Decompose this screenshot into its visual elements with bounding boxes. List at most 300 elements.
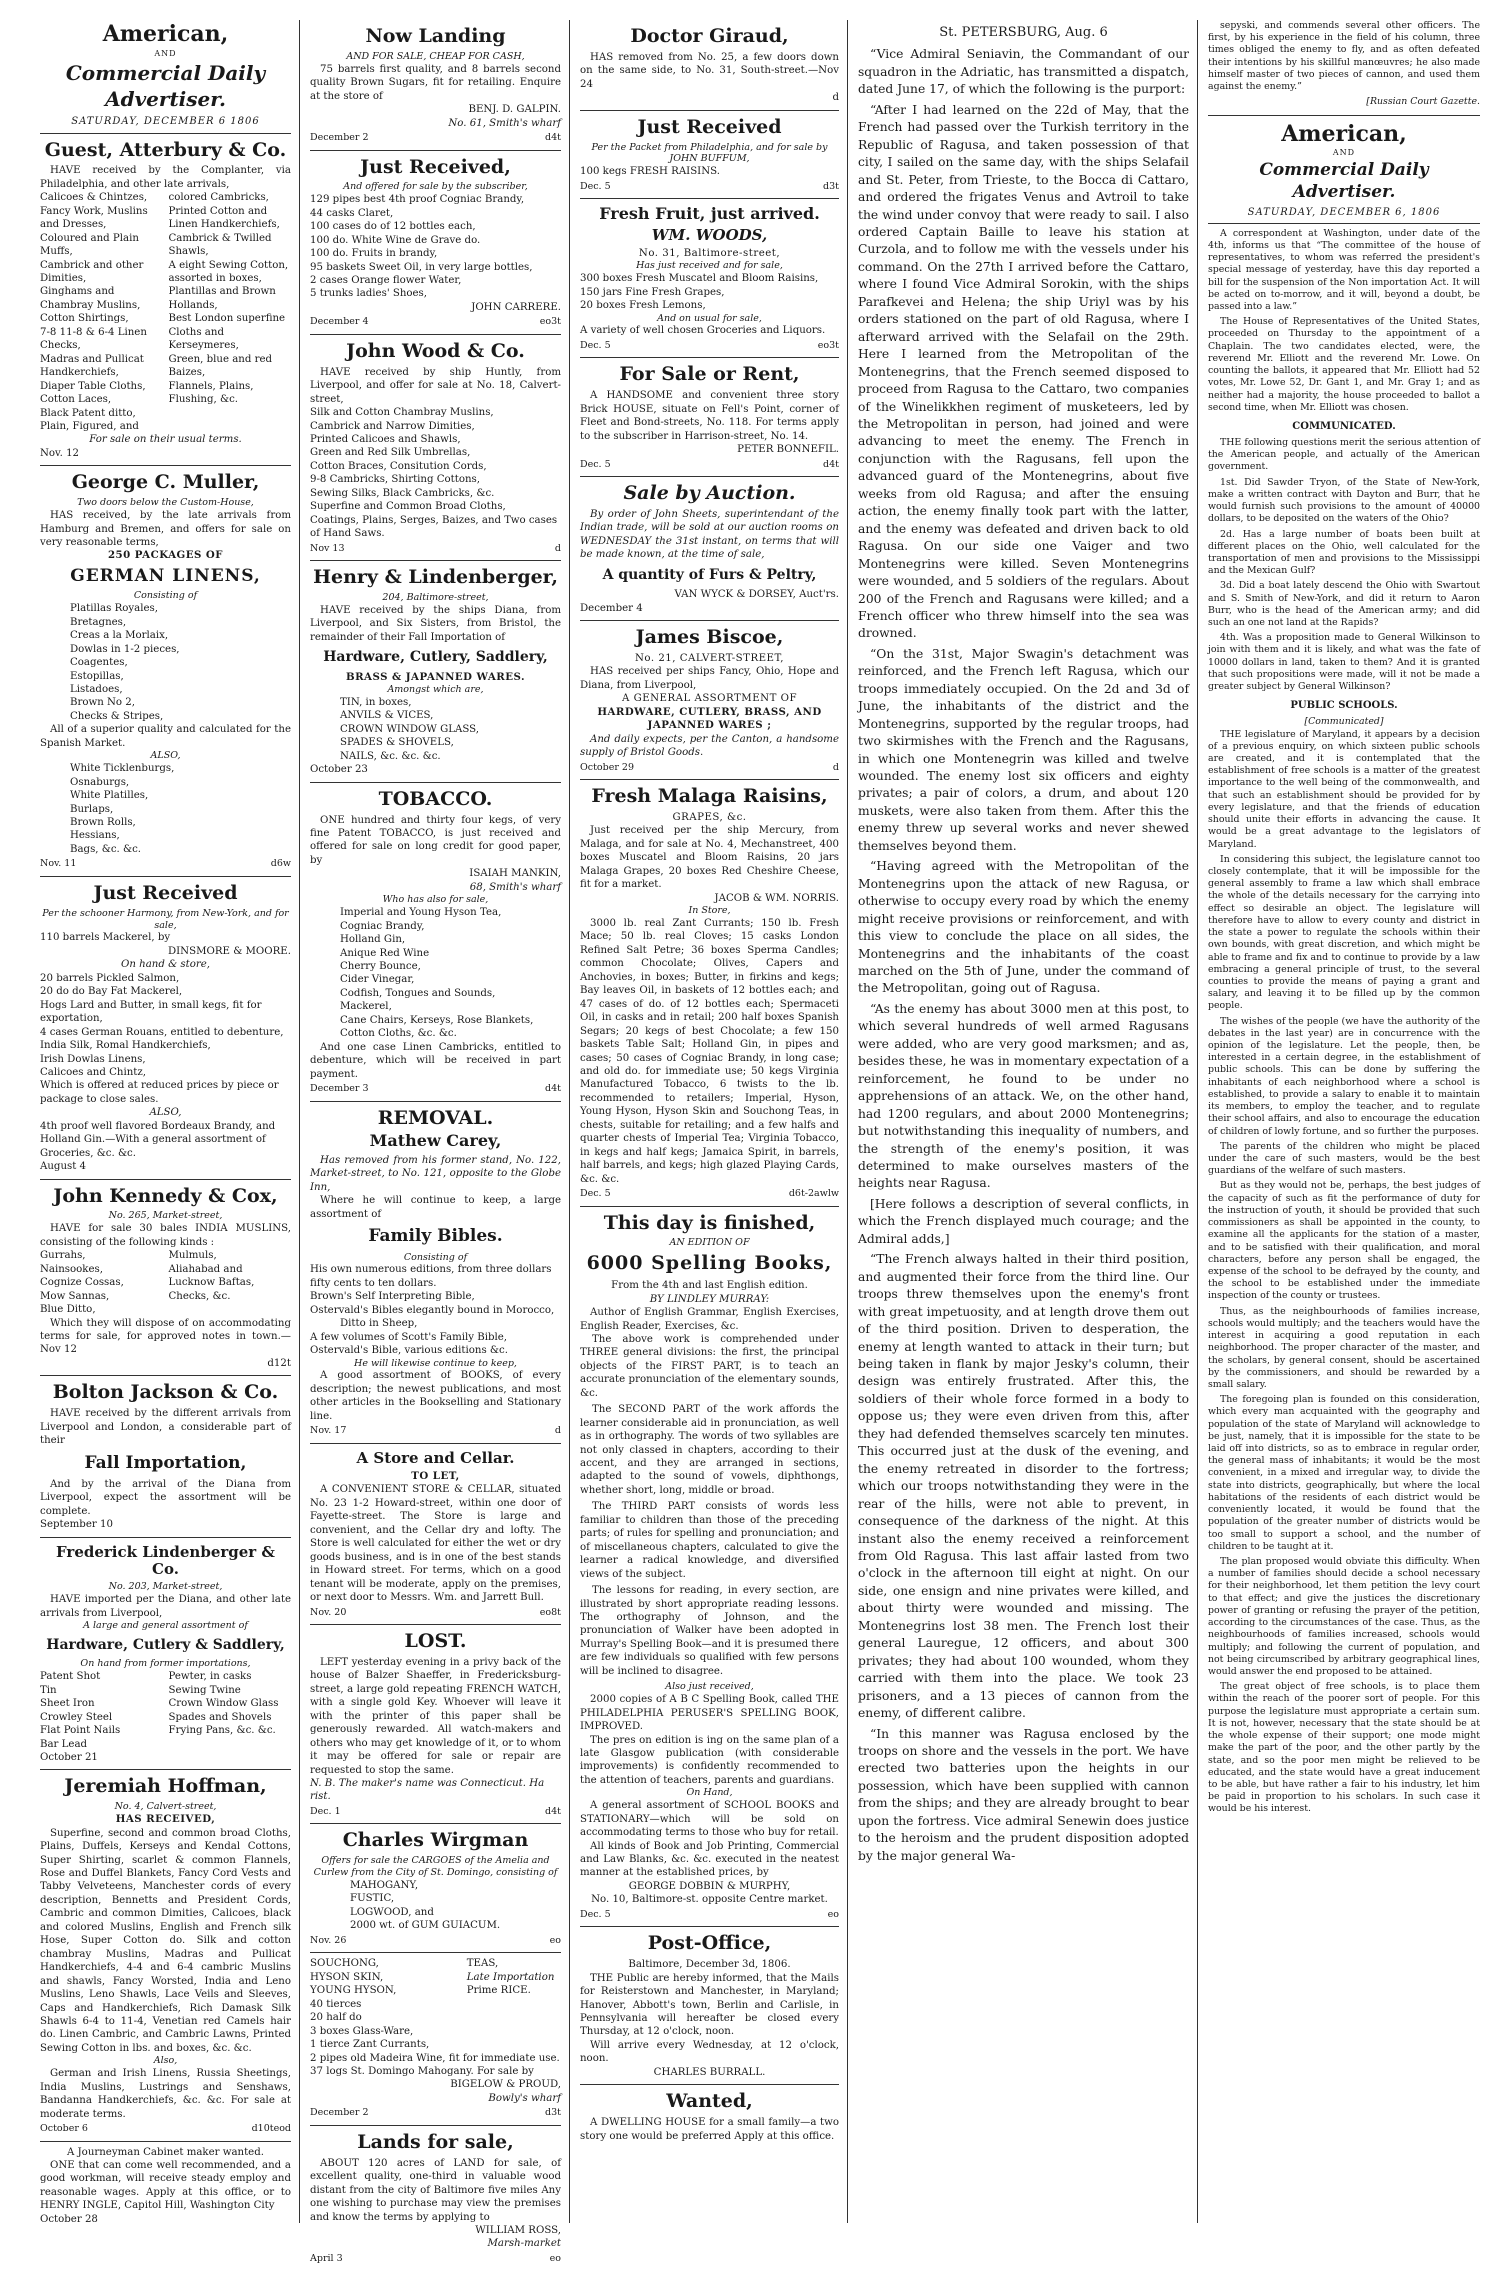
- ad-footer: [310, 1083, 561, 1096]
- list-item: Osnaburgs,: [70, 776, 130, 788]
- paragraph: 3d. Did a boat lately descend the Ohio with Swartout and S. Smith of New-York, and did it return to Aaron Burr, who is the head of the American army; and did such an one not land at the Rapids?: [1208, 580, 1480, 629]
- ad-date: October 28: [40, 2213, 98, 2225]
- ad-items: [310, 1879, 561, 1933]
- ad-title: Fresh Malaga Raisins,: [591, 785, 828, 808]
- list-item: TIN, in boxes,: [340, 696, 412, 708]
- ad-footer: [310, 1425, 561, 1438]
- ad-intro: HAVE received by the different arrivals from Liverpool and London, a considerable part of their: [40, 1408, 291, 1447]
- ad-note: Which they will dispose of on accommodating terms for sale, for approved notes in town.—Nov 12: [40, 1317, 291, 1356]
- ad-headline: Fall Importation,: [84, 1452, 247, 1473]
- ad-code: eo8t: [539, 1606, 561, 1618]
- ad-text: 100 kegs FRESH RAISINS.: [580, 166, 720, 178]
- paragraph: THE following questions merit the serious attention of the American people, and actually of the American government.: [1208, 436, 1480, 473]
- list-item: 44 casks Claret,: [310, 207, 394, 219]
- list-item: White Ticklenburgs,: [70, 763, 175, 775]
- ad-date: October 21: [40, 1752, 98, 1763]
- ad-text: Just received per the ship Mercury, from Malaga, and for sale at No. 4, Mechanstreet, 400 boxes Muscatel and Bloom Raisins, 20 jars Malaga Grapes, 20 boxes Red Cheshire Cheese, fit for a market.: [580, 825, 839, 891]
- ad-text: A good assortment of BOOKS, of every description; the newest publications, and most other articles in the Bookselling and Stationary line.: [310, 1370, 561, 1422]
- list-item: 110 barrels Mackerel, by: [40, 932, 171, 944]
- ad-subtitle: Who has also for sale,: [382, 894, 489, 906]
- ad-title: Now Landing: [365, 25, 506, 47]
- ad-code: eo: [549, 2252, 561, 2264]
- ad-carrere: [310, 151, 561, 335]
- ad-date: Dec. 5: [580, 180, 611, 192]
- ad-subtitle: Two doors below the Custom-House,: [77, 497, 254, 509]
- list-item: Which is offered at reduced prices by piece or package to close sales.: [40, 1080, 279, 1105]
- paragraph: The SECOND PART of the work affords the learner considerable aid in pronunciation, as well as in orthography. The words of two syllables are not only classed in chapters, according to their accent, and they are arranged in sections, adapted to the sound of vowels, diphthongs, whether short, long, middle or broad.: [580, 1404, 839, 1496]
- ad-text: A DWELLING HOUSE for a small family—a two story one would be preferred Apply at this office.: [580, 2117, 839, 2142]
- list-item: Best London superfine Cloths and Kerseymeres,: [168, 313, 286, 352]
- ad-items-right: [467, 1957, 561, 2024]
- ad-intro: HAVE imported per the Diana, and other late arrivals from Liverpool,: [40, 1594, 291, 1619]
- ad-code: d4t: [823, 458, 839, 470]
- list-item: Coatings, Plains, Serges, Baizes, and Two cases of Hand Saws.: [310, 514, 558, 540]
- ad-date: September 10: [40, 1519, 113, 1531]
- ad-text: 3000 lb. real Zant Currants; 150 lb. Fresh Mace; 50 lb. real Cloves; 15 casks London Refined Salt Petre; 36 boxes Sperma Candles; common Chocolate; Olives, Capers and Anchovies, in boxes; Butter, in firkins and kegs; Bay leaves Oil, in baskets of 12 bottles each; and 47 cases of do. of 12 bottles each; Spermaceti Oil, in casks and in retail; 200 half boxes Spanish Segars; 20 kegs of best Chocolate; a few 150 baskets Table Salt; Holland Gin, in pipes and cases; 50 cases of Cogniac Brandy, in long case; and old do. for immediate use; 50 kegs Virginia Manufactured Tobacco, 6 twists to the lb. recommended to retailers; Imperial, Hyson, Young Hyson, Hyson Skin and Souchong Teas, in chests, suitable for retailing; and a few halfs and quarter chests of Imperial Tea; Virginia Tobacco, in kegs and half kegs; Jamaica Spirit, in barrels, half barrels, and kegs; high glazed Playing Cards, &c. &c.: [580, 917, 839, 1185]
- paragraph: In considering this subject, the legislature cannot too closely contemplate, that it will be impossible for the general assembly to frame a law which shall embrace the whole of the details necessary for the carrying into effect so desirable an object. The legislature will therefore have to allow to every county and district in the state a power to regulate the schools within their own bounds, with great discretion, and which might be able to frame and fix and to continue to provide by a law embracing a general principle of trust, to the several counties to provide the means of paying a grant and salary, and leaving it to be filled up by the common people.: [1208, 853, 1480, 1012]
- ad-henry: [310, 561, 561, 783]
- ad-removal: [310, 1102, 561, 1444]
- ad-title: Charles Wirgman: [342, 1829, 529, 1852]
- ad-items-right: [169, 1670, 292, 1751]
- list-item: CROWN WINDOW GLASS,: [340, 723, 479, 735]
- ad-text: Where he will continue to keep, a large assortment of: [310, 1195, 561, 1220]
- list-item: Mulmuls,: [168, 1250, 217, 1262]
- ad-signature: GEORGE DOBBIN & MURPHY,: [628, 1880, 791, 1892]
- ad-title: LOST.: [404, 1630, 467, 1653]
- ad-text: A general assortment of SCHOOL BOOKS and STATIONARY—which will be sold on accommodating terms to those who buy for retail.: [580, 1800, 839, 1839]
- list-item: Brown's Self Interpreting Bible,: [310, 1291, 475, 1303]
- list-item: 150 jars Fine Fresh Grapes,: [580, 286, 725, 298]
- list-item: Pewter, in casks: [168, 1671, 252, 1683]
- paragraph: The above work is comprehended under THREE general divisions: the first, the principal objects of the FIRST PART, is to teach an accurate pronunciation of the elementary sounds, &c.: [580, 1333, 839, 1399]
- dateline: St. PETERSBURG, Aug. 6: [939, 25, 1108, 40]
- list-item: 4 cases German Rouans, entitled to debenture,: [40, 1026, 284, 1038]
- ad-text: HAS received per ships Fancy, Ohio, Hope and Diana, from Liverpool,: [580, 666, 839, 691]
- ad-giraud: [580, 20, 839, 111]
- masthead-2: [1208, 115, 1480, 224]
- ad-author: BY LINDLEY MURRAY:: [649, 1293, 770, 1305]
- ad-signature: No. 10, Baltimore-st. opposite Centre market.: [591, 1894, 828, 1906]
- masthead: [40, 20, 291, 134]
- list-item: Cotton Shirtings,: [40, 313, 129, 325]
- list-item: NAILS, &c. &c. &c.: [340, 750, 441, 762]
- list-item: Cambrick & Twilled Shawls,: [168, 232, 272, 258]
- ad-subtitle: Baltimore, December 3d, 1806.: [628, 1959, 791, 1971]
- ad-rent: [580, 358, 839, 477]
- list-item: SOUCHONG,: [310, 1958, 379, 1970]
- list-item: India Silk, Romal Handkerchiefs,: [40, 1040, 211, 1052]
- ad-date: Dec. 5: [580, 339, 611, 351]
- list-item: FUSTIC,: [350, 1893, 395, 1905]
- ad-intro: HAVE for sale 30 bales INDIA MUSLINS, consisting of the following kinds :: [40, 1223, 291, 1248]
- ad-items: [310, 696, 561, 763]
- ad-title: Post-Office,: [647, 1932, 772, 1955]
- ad-subtitle: A large and general assortment of: [83, 1620, 248, 1632]
- ad-title: Guest, Atterbury & Co.: [44, 138, 287, 161]
- list-item: MAHOGANY,: [350, 1880, 419, 1892]
- ad-code: eo: [827, 1908, 839, 1920]
- paragraph: The plan proposed would obviate this difficulty. When a number of families should decide a school necessary for their neighborhood, let them petition the levy court to that effect; and give the justices the discretionary power of granting or refusing the prayer of the petition, according to the circumstances of the case. Thus, as the neighbourhoods of families increased, schools would multiply; and following the current of population, and not being circumscribed by arbitrary geographical lines, would answer the end proposed to be attained.: [1208, 1556, 1480, 1677]
- ad-code: d: [554, 1425, 561, 1437]
- ad-date: Nov. 12: [40, 447, 80, 459]
- masthead-and: AND: [154, 49, 177, 59]
- ad-code: d4t: [545, 1805, 561, 1817]
- list-item: Hogs Lard and Butter, in small kegs, fit for exportation,: [40, 999, 262, 1025]
- list-item: Cherry Bounce,: [340, 960, 421, 972]
- list-item: Printed Calicoes and Shawls,: [310, 433, 461, 445]
- list-item: Fancy Work, Muslins and Dresses,: [40, 205, 148, 231]
- ad-subtitle: Also just received,: [665, 1681, 754, 1693]
- ad-code: d3t: [545, 2107, 561, 2119]
- list-item: Brown Rolls,: [70, 816, 136, 828]
- ad-item-columns: [310, 1957, 561, 2024]
- ad-date: Nov 13: [310, 542, 345, 554]
- list-item: 100 do. White Wine de Grave do.: [310, 234, 481, 246]
- ad-text: Author of English Grammar, English Exercises, English Reader, Exercises, &c.: [580, 1307, 839, 1332]
- list-item: Aliahabad and Lucknow Baftas,: [168, 1263, 255, 1289]
- ad-subtitle: Consisting of: [403, 1251, 468, 1263]
- ad-text: The pres on edition is ing on the same plan of a late Glasgow publication (with considerable improvements) is confidently recommended to the attention of teachers, parents and guardians.: [580, 1734, 839, 1786]
- ad-footer: [310, 132, 561, 145]
- ad-code: d: [554, 542, 561, 554]
- ad-kennedy: [40, 1180, 291, 1377]
- ad-item-columns: [40, 1249, 291, 1316]
- ad-signature: VAN WYCK & DORSEY, Auct'rs.: [674, 589, 839, 601]
- ad-subtitle: ALSO,: [149, 1107, 182, 1119]
- list-item: Creas a la Morlaix,: [70, 630, 169, 642]
- ad-date: December 4: [310, 316, 369, 328]
- ad-subtitle: ALSO,: [150, 750, 181, 762]
- ad-title: REMOVAL.: [377, 1106, 494, 1129]
- ad-headline: A quantity of Furs & Peltry,: [602, 566, 817, 583]
- ad-text: LEFT yesterday evening in a privy back of the house of Balzer Shaeffer, in Fredericksburg-street, a large gold repeating FRENCH WATCH, with a single gold Key. Whoever will leave it with the printer of this paper shall be generously rewarded. All watch-makers and others who may get knowledge of it, or to whom it may be offered for sale or repair are requested to stop the same.: [310, 1656, 561, 1776]
- ad-item-columns: [40, 1670, 291, 1751]
- list-item: Diaper Table Cloths,: [40, 380, 146, 392]
- ad-date: Dec. 1: [310, 1805, 341, 1817]
- paragraph: A correspondent at Washington, under date of the 4th, informs us that “The committee of the house of representatives, to whom was referred the president's special message of yesterday, have this day reported a bill for the suspension of the Non importation Act. It will be acted on to-morrow, and it will, beyond a doubt, be passed into a law.”: [1208, 227, 1480, 313]
- ad-signature: BIGELOW & PROUD,: [450, 2079, 561, 2091]
- ad-text: A HANDSOME and convenient three story Brick HOUSE, situate on Fell's Point, corner of Fleet and Bond-streets, No. 118. For terms apply to the subscriber in Harrison-street, No. 14.: [580, 390, 839, 442]
- list-item: Black Patent ditto,: [40, 407, 136, 419]
- list-item: Cogniac Brandy,: [340, 920, 425, 932]
- list-item: Plain, Figured, and: [40, 421, 139, 432]
- ad-wood: [310, 335, 561, 561]
- ad-date: Nov. 26: [310, 1934, 347, 1946]
- ad-code: d12t: [267, 1357, 291, 1369]
- ad-footer: [580, 1188, 839, 1201]
- ad-terms: For sale on their usual terms.: [89, 434, 242, 446]
- ad-text: German and Irish Linens, Russia Sheetings, India Muslins, Lustrings and Senshaws, Bandanna Handkerchiefs, &c. &c. For sale at moderate terms.: [40, 2068, 291, 2120]
- ad-signature: No. 61, Smith's wharf: [448, 117, 561, 129]
- list-item: 95 baskets Sweet Oil, in very large bottles,: [310, 261, 533, 273]
- list-item: Coagentes,: [70, 657, 128, 669]
- ad-title: John Kennedy & Cox,: [53, 1184, 278, 1207]
- ad-text: 2000 copies of A B C Spelling Book, called THE PHILADELPHIA PERUSER'S SPELLING BOOK, IMPROVED.: [580, 1694, 839, 1733]
- ad-text: A CONVENIENT STORE & CELLAR, situated No. 23 1-2 Howard-street, within one door of Fayette-street. The Store is large and convenient, and the Cellar dry and lofty. The Store is well calculated for either the wet or dry goods business, and is in one of the best stands in Howard street. For terms, which on a good tenant will be moderate, apply on the premises, or next door to Messrs. Wm. and Jarrett Bull.: [310, 1484, 561, 1604]
- ad-date: April 3: [310, 2252, 343, 2264]
- ad-footer: [580, 459, 839, 472]
- ad-title: Lands for sale,: [357, 2130, 514, 2153]
- list-item: LOGWOOD, and: [350, 1906, 434, 1918]
- list-item: 20 barrels Pickled Salmon,: [40, 972, 180, 984]
- ad-lost: [310, 1625, 561, 1824]
- paragraph: “As the enemy has about 3000 men at this post, to which several hundreds of well armed Ragusans were added, who are very good marksmen; and as, besides these, he was in momentary expectation of a reinforcement, he found to be under no apprehensions of an attack. We, on the other hand, had 1200 regulars, and about 2000 Montenegrins; but notwithstanding this inequality of numbers, and the strength of the enemy's position, it was determined to make ourselves masters of the heights near Ragusa.: [858, 1001, 1189, 1191]
- ad-footer: [580, 762, 839, 775]
- paragraph: The House of Representatives of the United States, proceeded on Thursday to the appointment of a Chaplain. The two candidates elected, were, the reverend Mr. Elliott and the reverend Mr. Lowe. On counting the ballots, it appeared that Mr. Elliott had 52 votes, Mr. Lowe 52, Dr. Gant 1, and Mr. Gray 1; and as neither had a majority, the house proceeded to ballot a second time, when Mr. Elliott was chosen.: [1208, 316, 1480, 413]
- ad-title: Just Received: [637, 115, 782, 138]
- ad-subtitle: Has just received and for sale,: [636, 260, 783, 272]
- ad-subtitle: No. 21, CALVERT-STREET,: [634, 652, 785, 664]
- ad-code: eo: [549, 1934, 561, 1946]
- ad-wirgman: [310, 1824, 561, 1953]
- list-item: A variety of well chosen Groceries and Liquors.: [580, 325, 826, 337]
- ad-text: 75 barrels first quality, and 8 barrels second quality Brown Sugars, fit for retailing. Enquire at the store of: [310, 63, 561, 102]
- ad-title: Frederick Lindenberger & Co.: [56, 1542, 275, 1579]
- paragraph: But as they would not be, perhaps, the best judges of the capacity of such as fit the performance of duty for the instruction of youth, it should be provided that such commissioners as shall be appointed in the county, to examine all the applicants for the station of a master, and to be satisfied with their qualification, and moral characters, before any person shall be engaged, the expense of the school to be defrayed by the county, and the school to be established under the immediate inspection of the county or trustees.: [1208, 1180, 1480, 1302]
- masthead-and: AND: [1332, 148, 1356, 158]
- list-item: Anique Red Wine: [340, 947, 430, 959]
- list-item: Holland Gin,: [340, 934, 406, 946]
- ad-headline: HARDWARE, CUTLERY, BRASS, AND JAPANNED WARES ;: [597, 705, 822, 732]
- ad-subtitle: Per the Packet from Philadelphia, and for sale by JOHN BUFFUM,: [591, 141, 828, 165]
- list-item: White Platilles,: [70, 790, 149, 802]
- list-item: 3 boxes Glass-Ware,: [310, 2025, 414, 2037]
- list-item: Cider Vinegar,: [340, 974, 415, 986]
- ad-title: James Biscoe,: [635, 626, 784, 649]
- ad-footer: [40, 858, 291, 871]
- ad-title: Sale by Auction.: [623, 482, 796, 505]
- ad-subtitle: Per the schooner Harmony, from New-York, and for sale,: [42, 907, 289, 931]
- ad-title: Just Received: [93, 881, 238, 904]
- ad-name: WM. WOODS,: [651, 225, 768, 244]
- ad-muller: [40, 466, 291, 877]
- ad-footer: [580, 1909, 839, 1922]
- list-item: 129 pipes best 4th proof Cogniac Brandy,: [310, 194, 525, 206]
- ad-code: eo3t: [817, 339, 839, 351]
- ad-signature: WILLIAM ROSS,: [475, 2225, 561, 2236]
- list-item: Bretagnes,: [70, 616, 127, 628]
- list-item: Ostervald's Bibles elegantly bound in Morocco,: [310, 1304, 555, 1316]
- list-item: 2 pipes old Madeira Wine, fit for immediate use.: [310, 2052, 560, 2064]
- ad-text: Superfine, second and common broad Cloths, Plains, Duffels, Kerseys and Kendal Cottons, Super Shirting, scarlet & common Flannels, Rose and Duffel Blankets, Fancy Cord Vests and Tabby Velveteens, Manchester cords of every description, Bennetts and President Cords, Cambric and common Dimities, Calicoes, black and colored Muslins, English and French silk Hose, Super Cotton do. Silk and cotton chambray Muslins, Madras and Pullicat Handkerchiefs, 4-4 and 6-4 cambric Muslins and shawls, Fancy Worsted, India and Leno Muslins, Leno Shawls, Lace Veils and Sleeves, Caps and Handkerchiefs, Rich Damask Silk Shawls 6-4 to 11-4, Venetian red Camels hair do. Linen Cambric, and Cambric Lawns, Printed Sewing Cotton in lbs. and boxes, &c. &c.: [40, 1827, 291, 2054]
- ad-lands: [310, 2126, 561, 2270]
- ad-items-left: [40, 191, 163, 433]
- ad-signature: JOHN CARRERE.: [471, 301, 561, 313]
- ad-landing: [310, 20, 561, 151]
- paragraph: [Here follows a description of several conflicts, in which the French displayed much courage; and the Admiral adds,]: [858, 1196, 1189, 1246]
- list-item: Nainsookes,: [40, 1263, 103, 1275]
- paragraph: “Vice Admiral Seniavin, the Commandant of our squadron in the Adriatic, has transmitted a dispatch, dated June 17, of which the following is the purport:: [858, 47, 1189, 97]
- paragraph: The lessons for reading, in every section, are illustrated by short appropriate reading lessons. The orthography of Johnson, and the pronunciation of Walker have been adopted in Murray's Spelling Book—and it is presumed there are few individuals so qualified with few persons will be inclined to disagree.: [580, 1585, 839, 1677]
- ad-footer: [310, 316, 561, 329]
- list-item: Platillas Royales,: [70, 603, 158, 615]
- paragraph: “Having agreed with the Metropolitan of the Montenegrins upon the attack of new Ragusa, or otherwise to occupy every road by which the enemy might receive provisions or reinforcement, and with this view to conclude the place on all sides, the Montenegrins and the inhabitants of the coast marched on the 5th of June, under the command of the Metropolitan, going out of Ragusa.: [858, 859, 1189, 996]
- list-item: His own numerous editions, from three dollars fifty cents to ten dollars.: [310, 1264, 552, 1289]
- ad-date: December 3: [310, 1083, 369, 1095]
- ad-date: Dec. 5: [580, 1188, 611, 1200]
- ad-subtitle: Also,: [153, 2055, 178, 2067]
- list-item: Green, blue and red Baizes,: [168, 353, 273, 379]
- list-item: Cambrick and other Dimities,: [40, 259, 144, 285]
- list-item: Gurrahs,: [40, 1250, 86, 1262]
- section-subheading: [Communicated]: [1304, 716, 1384, 728]
- list-item: 9-8 Cambricks, Shirting Cottons,: [310, 474, 481, 486]
- list-item: Ditto in Sheep,: [340, 1318, 418, 1330]
- list-item: Estopillas,: [70, 670, 124, 682]
- ad-footer: [310, 1806, 561, 1819]
- list-item: Sewing Silks, Black Cambricks, &c.: [310, 487, 495, 499]
- paragraph: 4th. Was a proposition made to General Wilkinson to join with them and it is likely, and what was the fate of 10000 dollars in land, taken to them? And it is granted that such propositions were made, will it not be made a greater subject by General Wilkinson?: [1208, 632, 1480, 693]
- list-item: Coloured and Plain Muffs,: [40, 232, 139, 258]
- list-item: Green and Red Silk Umbrellas,: [310, 447, 471, 459]
- ad-code: d6t-2awlw: [788, 1188, 839, 1200]
- ad-items-left: [40, 1249, 163, 1316]
- ad-text: Will arrive every Wednesday, at 12 o'clock, noon.: [580, 2039, 839, 2065]
- list-item: 2000 wt. of GUM GUIACUM.: [350, 1920, 501, 1932]
- ad-woods: [580, 199, 839, 358]
- ad-spelling: [580, 1207, 839, 1928]
- list-item: SPADES & SHOVELS,: [340, 737, 454, 749]
- list-item: HYSON SKIN,: [310, 1971, 384, 1983]
- ad-malaga: [580, 780, 839, 1206]
- paragraph: The wishes of the people (we have the authority of the debates in the last year) are in concurrence with the opinion of the legislature. Let the people, then, be interested in a certain degree, in the establishment of public schools. This can be done by suffering the inhabitants of each neighborhood where a school is established, to provide a salary to enable it to maintain its members, to employ the teacher, and to regulate their school affairs, and also to encourage the education of children of lowly fortune, and so further the purposes.: [1208, 1015, 1480, 1137]
- ad-text: HAS removed from No. 25, a few doors down on the same side, to No. 31, South-street.—Nov 24: [580, 51, 839, 90]
- ad-code: d10teod: [251, 2123, 291, 2135]
- ad-subtitle: No. 265, Market-street,: [108, 1210, 223, 1222]
- ad-items: [40, 602, 291, 723]
- ad-signature: CHARLES BURRALL.: [653, 2066, 766, 2078]
- list-item: Listadoes,: [70, 684, 123, 696]
- ad-subtitle: On hand & store,: [120, 959, 210, 971]
- ad-footer: [310, 543, 561, 556]
- ad-date: Dec. 5: [580, 1908, 611, 1920]
- list-item: Cotton Laces,: [40, 394, 112, 406]
- ad-subtitle: 204, Baltimore-street,: [382, 591, 489, 603]
- ad-signature: ISAIAH MANKIN,: [469, 868, 561, 880]
- ad-title: Henry & Lindenberger,: [313, 566, 558, 589]
- ad-date: August 4: [40, 1161, 87, 1173]
- ad-text: By order of John Sheets, superintendant of the Indian trade, will be sold at our auction rooms on WEDNESDAY the 31st instant, on terms that will be made known, at the time of sale,: [580, 508, 839, 561]
- paragraph: Thus, as the neighbourhoods of families increase, schools would multiply; and the teachers would have the interest in acquiring a good reputation in each neighborhood. The proper character of the master, and the scholars, by general consent, should be ascertained by the commissioners, and should be rewarded by a small salary.: [1208, 1305, 1480, 1390]
- ad-items-left: [310, 1957, 461, 2024]
- ad-headline: Family Bibles.: [368, 1226, 503, 1247]
- ad-subtitle: In Store,: [688, 905, 731, 917]
- ad-subtitle: And on usual for sale,: [657, 312, 762, 324]
- paragraph: THE legislature of Maryland, it appears by a decision of a previous enquiry, on which sixteen public schools are created, and it is contemplated that the establishment of free schools is a matter of the greatest importance to the well being of the commonwealth, and that such an establishment should be provided for by every legislature, and that the friends of education should unite their efforts in advancing the cause. It would be a great advantage to the legislators of Maryland.: [1208, 728, 1480, 850]
- ad-signature: 68, Smith's wharf: [469, 881, 561, 893]
- paragraph: “After I had learned on the 22d of May, that the French had passed over the Turkish territory in the Republic of Ragusa, and taken possession of that city, I sailed on the same day, with the ships Selafail and St. Peter, from Trieste, to the Bocca di Cattaro, and ordered the frigates Venus and Avtroil to take the wind under convoy that were ready to sail. I also ordered Captain Baille to leave his station at Curzola, and to follow me with the vessels under his command. On the 27th I arrived before the Cattaro, where I found Vice Admiral Sorokin, with the ships Parafkevei and Helena; the ship Uriyl was by his orders stationed on the part of old Ragusa, where I afterward arrived with the Selafail on the 29th. Here I learned from the Metropolitan of the Montenegrins, that the French seemed disposed to proceed from Ragusa to the Cattaro, two companies of the Winelikkhen regiment of musketeers, led by the Metropolitan in person, had joined and were advancing to meet the enemy. The French in conjunction with the Ragusans, fell upon the advanced guard of the Montenegrins, about five weeks from old Ragusa; and after the ensuing action, the enemy finally took part with the latter, and the enemy was defeated and driven back to old Ragusa. On our side one Vaiger and two Montenegrins were killed. Seven Montenegrins were wounded, and 5 soldiers of the regulars. About 200 of the French and Ragusans were killed; and a French officer who threw himself into the sea was drowned.: [858, 102, 1189, 641]
- list-item: Blue Ditto,: [40, 1304, 96, 1316]
- list-item: YOUNG HYSON,: [310, 1985, 397, 1997]
- masthead-date: SATURDAY, DECEMBER 6, 1806: [1247, 206, 1441, 218]
- list-item: 1 tierce Zant Currants,: [310, 2039, 430, 2051]
- ad-subtitle: No. 31, Baltimore-street,: [638, 247, 781, 259]
- list-item: 300 boxes Fresh Muscatel and Bloom Raisins,: [580, 273, 819, 285]
- list-item: 37 logs St. Domingo Mahogany. For sale by: [310, 2066, 534, 2077]
- ad-title: Jeremiah Hoffman,: [64, 1775, 267, 1798]
- column-4: [848, 20, 1198, 2223]
- ad-title: George C. Muller,: [71, 471, 260, 494]
- list-item: Crown Window Glass: [168, 1698, 279, 1710]
- paragraph: The foregoing plan is founded on this consideration, which every man acquainted with the geography and population of the state of Maryland will acknowledge to be just, namely, that it is impossible for the state to be laid off into districts, so as to embrace in regular order, the general mass of inhabitants; it would be the most convenient, in a mixed and irregular way, to divide the state into districts, geographically, but where the local habitations of the residents of each district would be conveniently located, it would be found that the population of the greater number of districts would be too small to support a school, and the number of children to be taught at it.: [1208, 1394, 1480, 1552]
- ad-items: [310, 906, 561, 1041]
- ad-code: d: [832, 761, 839, 773]
- ad-subtitle: GRAPES, &c.: [672, 811, 747, 823]
- ad-hoffman: [40, 1770, 291, 2141]
- ad-subtitle: AN EDITION OF: [669, 1237, 750, 1249]
- ad-headline: BRASS & JAPANNED WARES.: [345, 670, 526, 683]
- ad-code: d3t: [823, 180, 839, 192]
- ad-intro: HAVE received by the Complanter, via Philadelphia, and other late arrivals,: [40, 165, 291, 190]
- ad-footer: [40, 2123, 291, 2136]
- list-item: 5 trunks ladies' Shoes,: [310, 288, 428, 300]
- ad-subtitle: On hand from former importations,: [80, 1658, 251, 1670]
- ad-date: Nov. 20: [310, 1606, 347, 1618]
- masthead-name2: Commercial Daily Advertiser.: [1259, 159, 1429, 202]
- ad-footer: [580, 181, 839, 194]
- list-item: 20 boxes Fresh Lemons,: [580, 300, 706, 312]
- list-item: Bags, &c. &c.: [70, 843, 142, 855]
- ad-subtitle: On Hand,: [686, 1787, 733, 1799]
- ad-wanted: [580, 2085, 839, 2148]
- ad-buffum: [580, 111, 839, 200]
- ad-signature: BENJ. D. GALPIN.: [468, 104, 561, 116]
- ad-auction: [580, 477, 839, 621]
- ad-text: ONE that can come well recommended, and a good workman, will receive steady employ and reasonable wages. Apply at this office, or to HENRY INGLE, Capitol Hill, Washington City: [40, 2160, 291, 2212]
- paragraph: “On the 31st, Major Swagin's detachment was reinforced, and the French left Ragusa, which our troops immediately occupied. On the 2d and 3d of June, the inhabitants of the district and the Montenegrins, supported by the regular troops, had two skirmishes with the French and the Ragusans, in which one Montenegrin was killed and twelve wounded. The enemy lost six officers and eighty privates; a pair of colors, a drum, and about 120 muskets, were also taken from them. After this the enemy threw up several works and never shewed themselves beyond them.: [858, 646, 1189, 853]
- ad-title: For Sale or Rent,: [619, 363, 800, 386]
- list-item: Mow Sannas,: [40, 1290, 110, 1302]
- column-2: [300, 20, 570, 2264]
- section-heading: PUBLIC SCHOOLS.: [1290, 700, 1398, 712]
- ad-text: And daily expects, per the Canton, a handsome supply of Bristol Goods.: [580, 733, 839, 759]
- ad-footer: [580, 340, 839, 353]
- ad-item-columns: [40, 191, 291, 433]
- ad-intro: HAVE received by ship Huntly, from Liverpool, and offer for sale at No. 18, Calvert-street,: [310, 366, 561, 405]
- paragraph: “In this manner was Ragusa enclosed by the troops on shore and the vessels in the port. We have erected two batteries upon the heights in our possession, which have been supplied with cannon from the ships; and they are already brought to bear upon the fortress. Vice admiral Senewin does justice to the heroism and the prudent disposition adopted by the major general Wa-: [858, 1726, 1189, 1863]
- list-item: Silk and Cotton Chambray Muslins,: [310, 407, 494, 419]
- ad-headline: 250 PACKAGES OF: [107, 549, 224, 562]
- list-item: Tin: [40, 1684, 57, 1696]
- ad-title: Bolton Jackson & Co.: [52, 1381, 279, 1404]
- ad-text: From the 4th and last English edition.: [611, 1280, 808, 1292]
- ad-footer: [310, 1607, 561, 1620]
- paragraph: sepyski, and commends several other officers. The first, by his experience in the field of his column, three times obliged the enemy to fly, and as often defeated their intentions by his skillful manœuvres; he also made himself master of two pieces of cannon, and used them against the enemy.”: [1208, 20, 1480, 93]
- list-item: Flat Point Nails: [40, 1725, 121, 1737]
- section-heading: COMMUNICATED.: [1292, 420, 1396, 432]
- ad-code: d4t: [545, 131, 561, 143]
- ad-subtitle: TO LET,: [411, 1470, 460, 1483]
- ad-just-received: [40, 877, 291, 1180]
- ad-code: d: [832, 92, 839, 104]
- ad-biscoe: [580, 621, 839, 780]
- ad-headline: 6000 Spelling Books,: [586, 1252, 833, 1275]
- ad-signature: Marsh-market: [487, 2238, 561, 2250]
- ad-title: TOBACCO.: [378, 787, 493, 810]
- ad-headline: Hardware, Cutlery, Saddlery,: [323, 649, 548, 666]
- list-item: 100 cases do of 12 bottles each,: [310, 221, 476, 233]
- ad-code: d4t: [545, 1083, 561, 1095]
- list-item: Ostervald's Bible, various editions &c.: [310, 1345, 508, 1357]
- ad-headline: GERMAN LINENS,: [70, 565, 261, 586]
- ad-date: December 2: [310, 2107, 369, 2119]
- ad-note: And one case Linen Cambricks, entitled to debenture, which will be received in part payment.: [310, 1041, 561, 1080]
- ad-bolton: [40, 1376, 291, 1537]
- masthead-name: American,: [102, 21, 229, 47]
- list-item: Flannels, Plains, Flushing, &c.: [168, 380, 254, 406]
- masthead-name: American,: [1281, 120, 1407, 147]
